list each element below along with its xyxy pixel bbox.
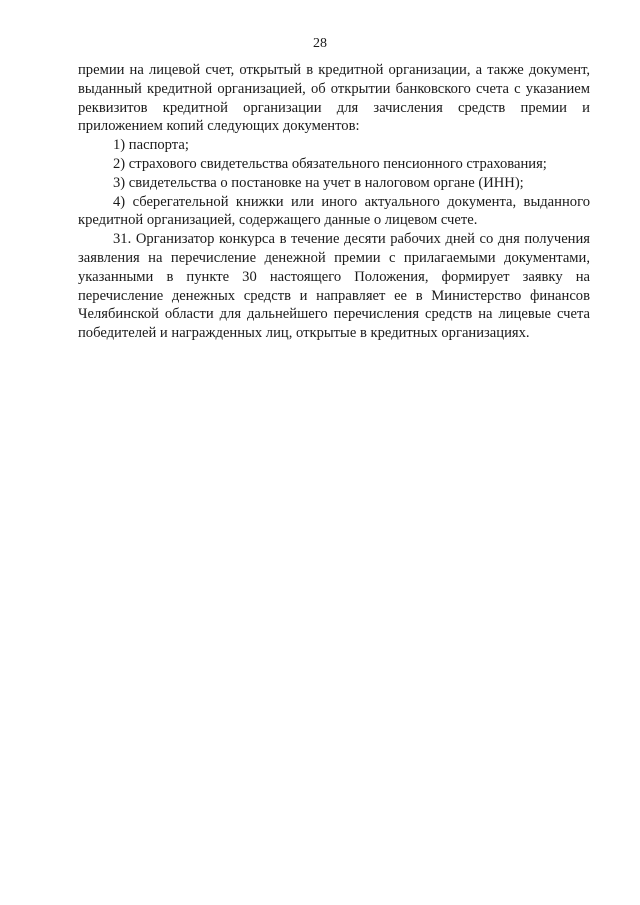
list-item-tax-registration: 3) свидетельства о постановке на учет в налоговом органе (ИНН);: [113, 174, 524, 191]
list-item-pension-insurance: 2) страхового свидетельства обязательного пенсионного страхования;: [113, 155, 547, 172]
document-body: [78, 61, 590, 343]
list-item-passport: 1) паспорта;: [113, 137, 189, 154]
page-number: 28: [313, 36, 327, 51]
paragraph-clause-31: 31. Организатор конкурса в течение десяти рабочих дней со дня получения заявления на перечисление денежной премии с прилагаемыми документами, указанными в пункте 30 настоящего Положения, формирует заявку на перечисление денежных средств и направляет ее в Министерство финансов Челябинской области для дальнейшего перечисления средств на лицевые счета победителей и награжденных лиц, открытые в кредитных организациях.: [78, 231, 590, 342]
list-item-savings-book: 4) сберегательной книжки или иного актуального документа, выданного кредитной организацией, содержащего данные о лицевом счете.: [78, 193, 590, 229]
paragraph-intro: премии на лицевой счет, открытый в кредитной организации, а также документ, выданный кредитной организацией, об открытии банковского счета с указанием реквизитов кредитной организации для зачисления средств премии и приложением копий следующих документов:: [78, 62, 590, 135]
